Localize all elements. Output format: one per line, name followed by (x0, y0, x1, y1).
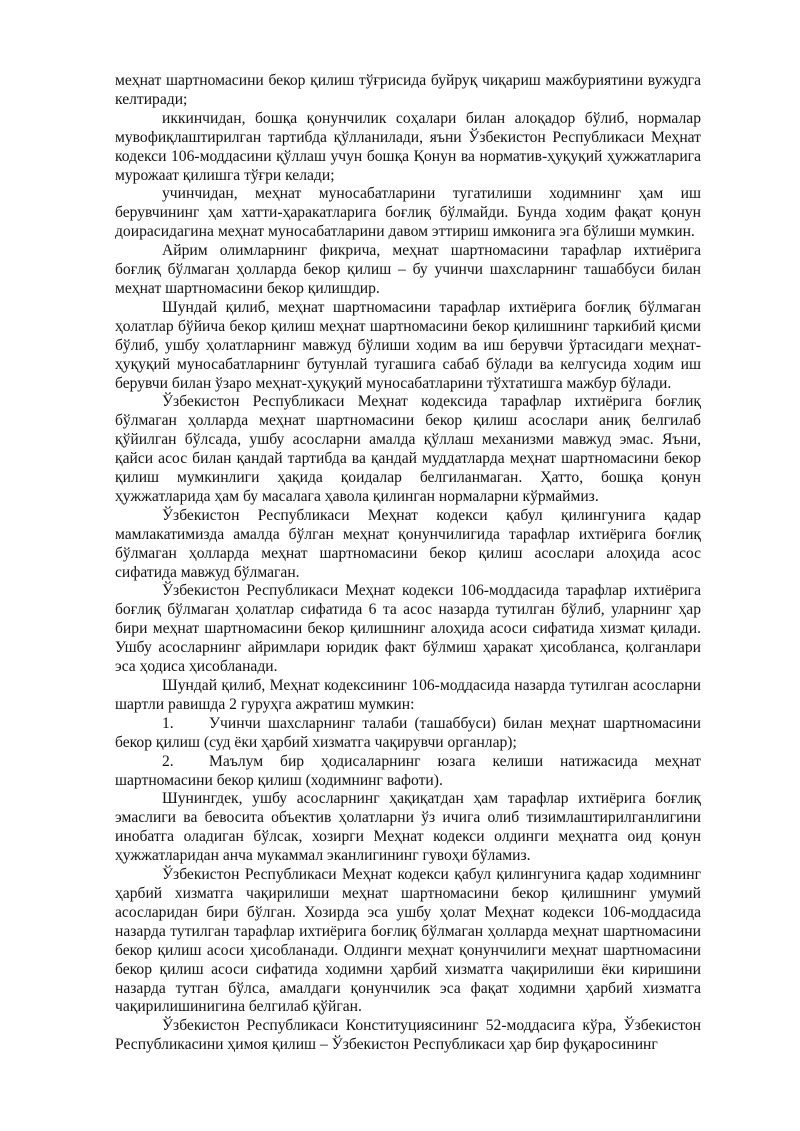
paragraph: Айрим олимларнинг фикрича, меҳнат шартномасини тарафлар ихтиёрига боғлиқ бўлмаган ҳолларда бекор қилиш – бу учинчи шахсларнинг ташаббуси билан меҳнат шартномасини бекор қилишдир. (115, 242, 701, 297)
list-item-text: Учинчи шахсларнинг талаби (ташаббуси) билан меҳнат шартномасини бекор қилиш (суд ёки ҳарбий хизматга чақирувчи органлар); (115, 714, 701, 751)
list-item-text: Маълум бир ҳодисаларнинг юзага келиши натижасида меҳнат шартномасини бекор қилиш (ходимнинг вафоти). (115, 752, 701, 789)
paragraph: Шундай қилиб, меҳнат шартномасини тарафлар ихтиёрига боғлиқ бўлмаган ҳолатлар бўйича бекор қилиш меҳнат шартномасини бекор қилишнинг таркибий қисми бўлиб, ушбу ҳолатларнинг мавжуд бўлиши ходим ва иш берувчи ўртасидаги меҳнат-ҳуқуқий муносабатларнинг бутунлай тугашига сабаб бўлади ва келгусида ходим иш берувчи билан ўзаро меҳнат-ҳуқуқий муносабатларини тўхтатишга мажбур бўлади. (115, 298, 701, 392)
paragraph: Шунингдек, ушбу асосларнинг ҳақиқатдан ҳам тарафлар ихтиёрига боғлиқ эмаслиги ва бевосита объектив ҳолатларни ўз ичига олиб тизимлаштирилганлигини инобатга оладиган бўлсак, хозирги Меҳнат кодекси олдинги меҳнатга оид қонун ҳужжатларидан анча мукаммал эканлигининг гувоҳи бўламиз. (115, 790, 701, 865)
list-item (115, 753, 701, 791)
paragraph: иккинчидан, бошқа қонунчилик соҳалари билан алоқадор бўлиб, нормалар мувофиқлаштирилган тартибда қўлланилади, яъни Ўзбекистон Республикаси Меҳнат кодекси 106-моддасини қўллаш учун бошқа Қонун ва норматив-ҳуқуқий ҳужжатларига мурожаат қилишга тўғри келади; (115, 109, 701, 184)
paragraph: Ўзбекистон Республикаси Меҳнат кодекси 106-моддасида тарафлар ихтиёрига боғлиқ бўлмаган ҳолатлар сифатида 6 та асос назарда тутилган бўлиб, уларнинг ҳар бири меҳнат шартномасини бекор қилишнинг алоҳида асоси сифатида хизмат қилади. Ушбу асосларнинг айримлари юридик факт бўлмиш ҳаракат ҳисобланса, қолганлари эса ҳодиса ҳисобланади. (115, 582, 701, 676)
list-item-number: 2. (162, 752, 174, 770)
paragraph: Ўзбекистон Республикаси Меҳнат кодексида тарафлар ихтиёрига боғлиқ бўлмаган ҳолларда меҳнат шартномасини бекор қилиш асослари аниқ белгилаб қўйилган бўлсада, ушбу асосларни амалда қўллаш механизми мавжуд эмас. Яъни, қайси асос билан қандай тартибда ва қандай муддатларда меҳнат шартномасини бекор қилиш мумкинлиги ҳақида қоидалар белгиланмаган. Ҳатто, бошқа қонун ҳужжатларида ҳам бу масалага ҳавола қилинган нормаларни кўрмаймиз. (115, 393, 701, 505)
paragraph: Шундай қилиб, Меҳнат кодексининг 106-моддасида назарда тутилган асосларни шартли равишда 2 гуруҳга ажратиш мумкин: (115, 677, 701, 713)
paragraph: меҳнат шартномасини бекор қилиш тўғрисида буйруқ чиқариш мажбуриятини вужудга келтиради; (115, 72, 701, 108)
paragraph: Ўзбекистон Республикаси Меҳнат кодекси қабул қилингунига қадар ходимнинг ҳарбий хизматга чақирилиши меҳнат шартномасини бекор қилишнинг умумий асосларидан бири бўлган. Хозирда эса ушбу ҳолат Меҳнат кодекси 106-моддасида назарда тутилган тарафлар ихтиёрига боғлиқ бўлмаган ҳолларда меҳнат шартномасини бекор қилиш асоси ҳисобланади. Олдинги меҳнат қонунчилиги меҳнат шартномасини бекор қилиш асоси сифатида ходимни ҳарбий хизматга чақирилиши ёки киришини назарда тутган бўлса, амалдаги қонунчилик эса фақат ходимни ҳарбий хизматга чақирилишинигина белгилаб қўйган. (115, 866, 701, 1016)
document-page (115, 72, 701, 1055)
paragraph: Ўзбекистон Республикаси Меҳнат кодекси қабул қилингунига қадар мамлакатимизда амалда бўлган меҳнат қонунчилигида тарафлар ихтиёрига боғлиқ бўлмаган ҳолларда меҳнат шартномасини бекор қилиш асослари алоҳида асос сифатида мавжуд бўлмаган. (115, 506, 701, 581)
list-item (115, 715, 701, 753)
list-item-number: 1. (162, 714, 174, 732)
paragraph: Ўзбекистон Республикаси Конституциясининг 52-моддасига кўра, Ўзбекистон Республикасини ҳимоя қилиш – Ўзбекистон Республикаси ҳар бир фуқаросининг (115, 1017, 701, 1054)
paragraph: учинчидан, меҳнат муносабатларини тугатилиши ходимнинг ҳам иш берувчининг ҳам хатти-ҳаракатларига боғлиқ бўлмайди. Бунда ходим фақат қонун доирасидагина меҳнат муносабатларини давом эттириш имконига эга бўлиши мумкин. (115, 185, 701, 241)
